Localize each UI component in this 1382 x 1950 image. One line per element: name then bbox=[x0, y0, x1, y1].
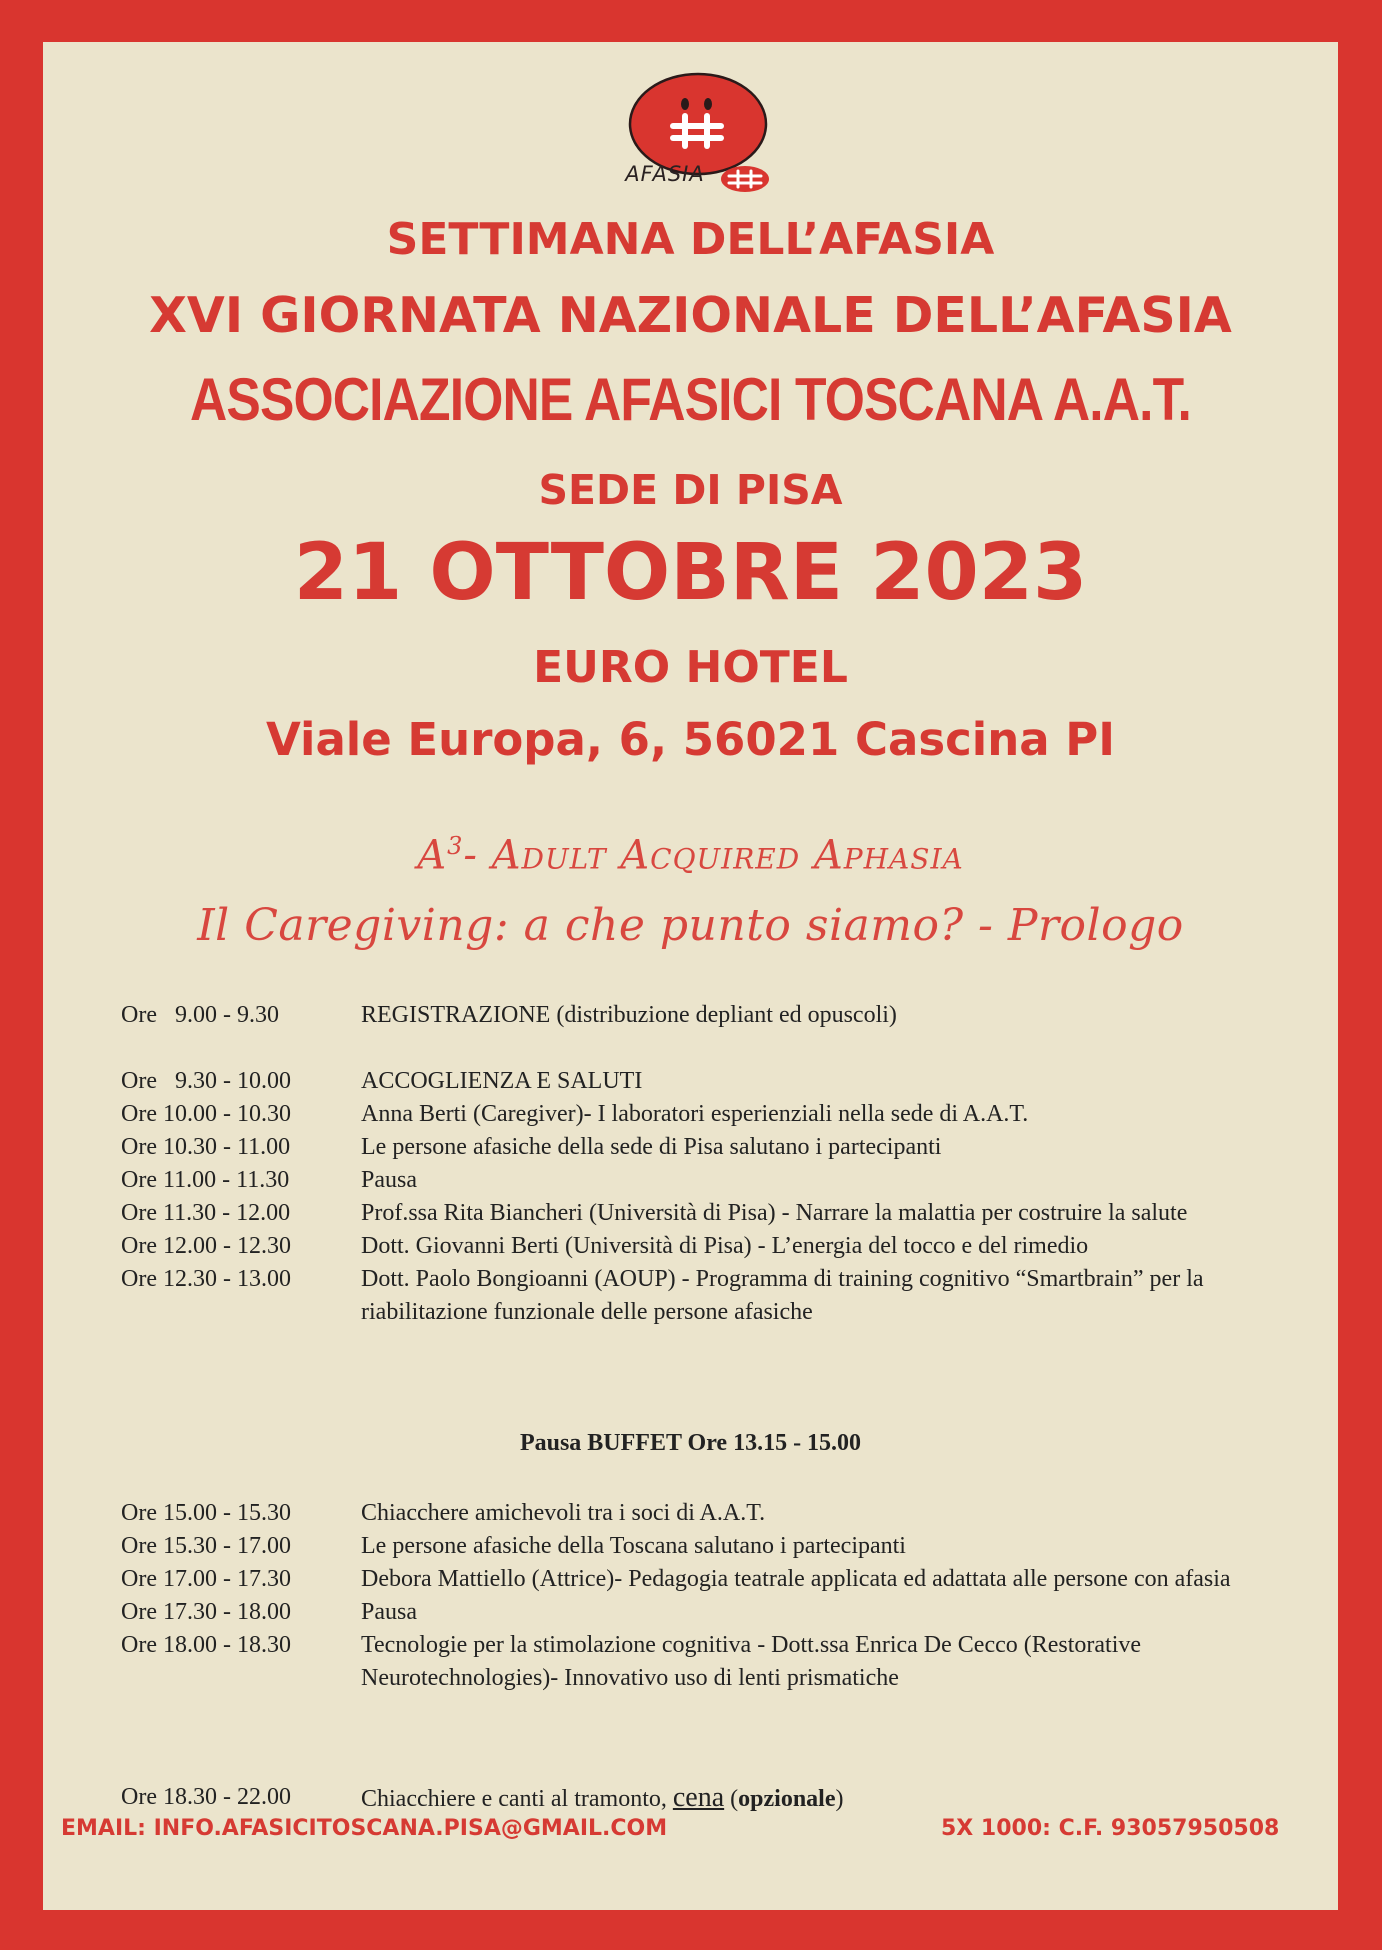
schedule-row bbox=[121, 1563, 1321, 1596]
tax-code: 5X 1000: C.F. 93057950508 bbox=[941, 1816, 1280, 1841]
schedule-desc: Debora Mattiello (Attrice)- Pedagogia teatrale applicata ed adattata alle persone con afasia bbox=[361, 1566, 1231, 1592]
schedule-desc: Dott. Paolo Bongioanni (AOUP) - Programma di training cognitivo “Smartbrain” per la riabilitazione funzionale delle persone afasiche bbox=[361, 1266, 1204, 1325]
schedule-desc: Le persone afasiche della Toscana salutano i partecipanti bbox=[361, 1533, 906, 1559]
schedule-desc: Prof.ssa Rita Biancheri (Università di Pisa) - Narrare la malattia per costruire la salute bbox=[361, 1200, 1188, 1226]
schedule-desc: Pausa bbox=[361, 1167, 417, 1193]
schedule-desc bbox=[361, 1781, 1321, 1816]
subtitle-line2: Il Caregiving: a che punto siamo? - Prologo bbox=[197, 900, 1184, 951]
schedule-desc bbox=[361, 999, 1321, 1032]
schedule-text: Chiacchiere e canti al tramonto, bbox=[361, 1786, 673, 1812]
schedule-row bbox=[121, 1497, 1321, 1530]
schedule-afternoon bbox=[121, 1497, 1321, 1695]
schedule-row bbox=[121, 1263, 1321, 1329]
logo-mini-icon bbox=[719, 164, 771, 194]
dinner-label: cena bbox=[672, 1782, 725, 1813]
schedule-time: Ore 12.30 - 13.00 bbox=[121, 1266, 291, 1292]
buffet-break: Pausa BUFFET Ore 13.15 - 15.00 bbox=[519, 1430, 862, 1456]
schedule-desc: Anna Berti (Caregiver)- I laboratori esperienziali nella sede di A.A.T. bbox=[361, 1101, 1029, 1127]
schedule-time: Ore 17.00 - 17.30 bbox=[121, 1566, 291, 1592]
schedule-desc: Le persone afasiche della sede di Pisa salutano i partecipanti bbox=[361, 1134, 942, 1160]
schedule-row bbox=[121, 1230, 1321, 1263]
location-title: SEDE DI PISA bbox=[538, 466, 843, 514]
schedule-time: Ore 15.00 - 15.30 bbox=[121, 1500, 291, 1526]
event-week-title: SETTIMANA DELL’AFASIA bbox=[386, 214, 995, 265]
schedule-time: Ore 10.30 - 11.00 bbox=[121, 1134, 291, 1160]
association-title: ASSOCIAZIONE AFASICI TOSCANA A.A.T. bbox=[189, 366, 1192, 433]
schedule-row bbox=[121, 1098, 1321, 1131]
schedule-row bbox=[121, 999, 1321, 1032]
schedule-morning bbox=[121, 1065, 1321, 1329]
venue-address: Viale Europa, 6, 56021 Cascina PI bbox=[265, 713, 1116, 766]
schedule-time: Ore 17.30 - 18.00 bbox=[121, 1599, 291, 1625]
schedule-time: Ore 18.30 - 22.00 bbox=[121, 1784, 291, 1810]
schedule-time: Ore 11.00 - 11.30 bbox=[121, 1167, 290, 1193]
schedule-row bbox=[121, 1530, 1321, 1563]
optional-label: opzionale bbox=[738, 1786, 836, 1812]
schedule-desc: Dott. Giovanni Berti (Università di Pisa) - L’energia del tocco e del rimedio bbox=[361, 1233, 1089, 1259]
schedule-desc: ACCOGLIENZA E SALUTI bbox=[361, 1068, 643, 1094]
schedule-time: Ore 18.00 - 18.30 bbox=[121, 1632, 291, 1658]
schedule-row bbox=[121, 1197, 1321, 1230]
schedule-time: Ore 9.30 - 10.00 bbox=[121, 1068, 291, 1094]
schedule-time: Ore 15.30 - 17.00 bbox=[121, 1533, 291, 1559]
poster-panel bbox=[43, 42, 1338, 1910]
paren-open: ( bbox=[724, 1786, 739, 1812]
schedule-desc: Pausa bbox=[361, 1599, 417, 1625]
schedule-row bbox=[121, 1164, 1321, 1197]
subtitle-sup: 3 bbox=[447, 832, 464, 860]
schedule-time: Ore 11.30 - 12.00 bbox=[121, 1200, 291, 1226]
subtitle-rest: - Adult Acquired Aphasia bbox=[463, 832, 964, 879]
schedule-row bbox=[121, 1629, 1321, 1695]
schedule-time: Ore 9.00 - 9.30 bbox=[121, 1002, 279, 1028]
subtitle-line1 bbox=[43, 832, 1338, 878]
schedule-desc: Chiacchere amichevoli tra i soci di A.A.T. bbox=[361, 1500, 766, 1526]
schedule-desc: Tecnologie per la stimolazione cognitiva - Dott.ssa Enrica De Cecco (Restorative Neurotechnologies)- Innovativo uso di lenti prismatiche bbox=[361, 1632, 1142, 1691]
contact-email[interactable]: EMAIL: INFO.AFASICITOSCANA.PISA@GMAIL.COM bbox=[61, 1816, 668, 1841]
schedule-row bbox=[121, 1596, 1321, 1629]
paren-close: ) bbox=[835, 1786, 844, 1812]
schedule-row bbox=[121, 1781, 1321, 1816]
subtitle-a: A bbox=[417, 832, 448, 879]
logo-text: AFASIA bbox=[625, 162, 705, 186]
event-date: 21 OTTOBRE 2023 bbox=[293, 528, 1088, 618]
schedule-evening bbox=[121, 1781, 1321, 1816]
venue-name: EURO HOTEL bbox=[533, 642, 848, 693]
schedule-row bbox=[121, 1131, 1321, 1164]
schedule-row bbox=[121, 1065, 1321, 1098]
schedule-time: Ore 12.00 - 12.30 bbox=[121, 1233, 291, 1259]
schedule-morning-registration bbox=[121, 999, 1321, 1032]
schedule-text: (distribuzione depliant ed opuscoli) bbox=[550, 1002, 897, 1028]
schedule-title: REGISTRAZIONE bbox=[361, 1002, 551, 1028]
schedule-time: Ore 10.00 - 10.30 bbox=[121, 1101, 291, 1127]
national-day-title: XVI GIORNATA NAZIONALE DELL’AFASIA bbox=[149, 287, 1232, 344]
